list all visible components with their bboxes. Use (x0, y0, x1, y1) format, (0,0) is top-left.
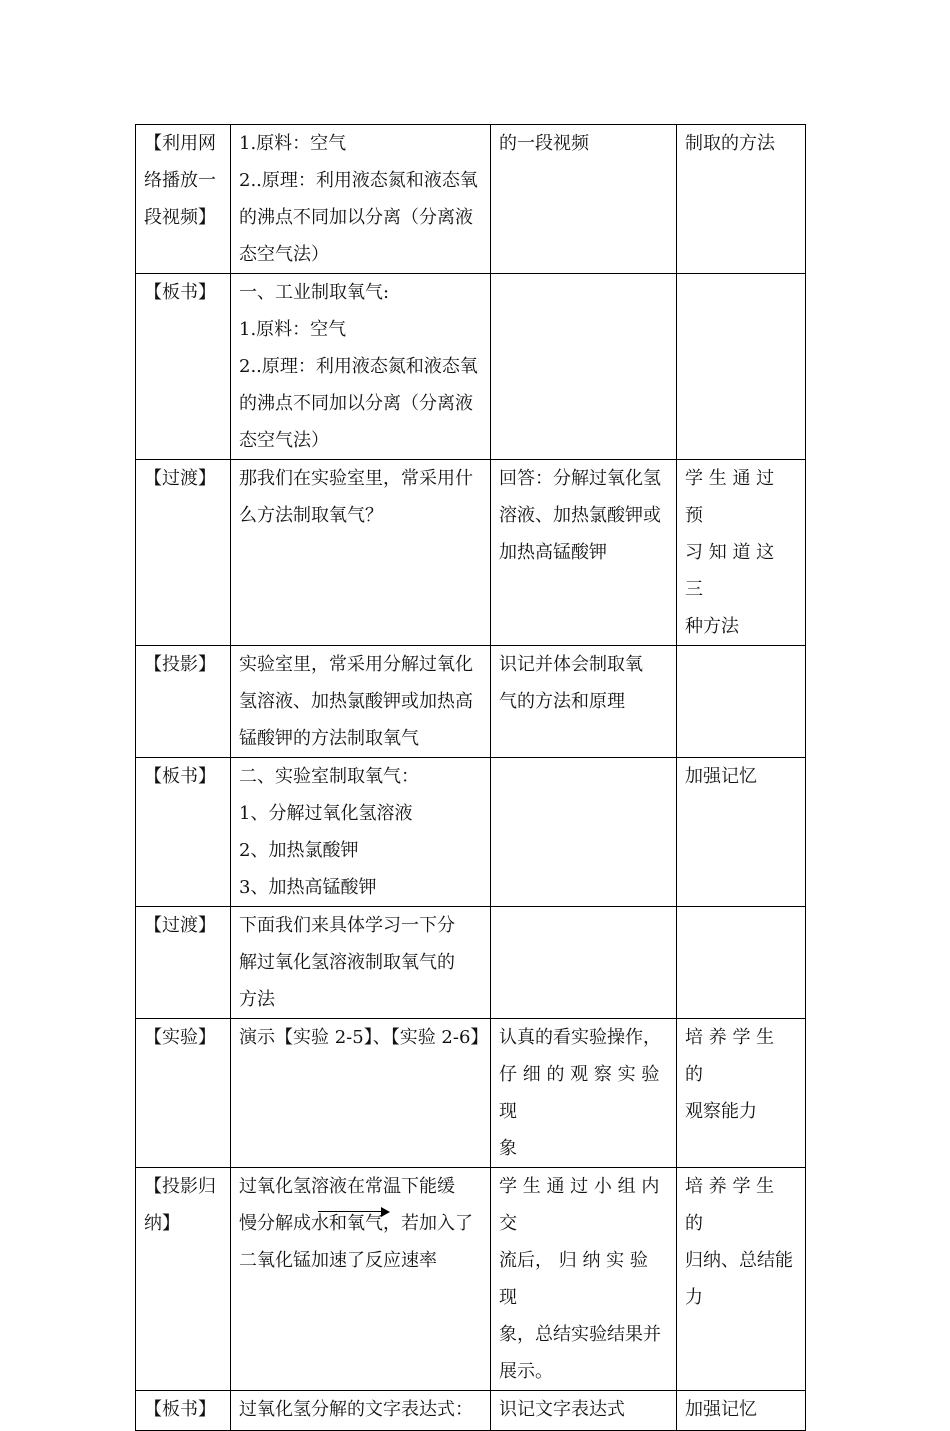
intent-text-line: 种方法 (685, 616, 739, 637)
intent-cell (677, 646, 806, 758)
teacher-text-line: 1.原料：空气 (239, 133, 347, 154)
intent-cell (677, 274, 806, 460)
student-text-line: 溶液、加热氯酸钾或 (499, 505, 661, 526)
teacher-text-line: 解过氧化氢溶液制取氧气的 (239, 952, 455, 973)
teacher-text-line: 过氧化氢溶液在常温下能缓 (239, 1176, 455, 1197)
intent-text-line: 观察能力 (685, 1101, 757, 1122)
intent-text-line: 力 (685, 1287, 703, 1308)
teacher-text-line: 1.原料：空气 (239, 319, 347, 340)
student-text-line: 仔 细 的 观 察 实 验 现 (499, 1064, 666, 1122)
lesson-plan-table (135, 124, 806, 1431)
teacher-text-line: 一、工业制取氧气: (239, 282, 390, 303)
student-text-line: 气的方法和原理 (499, 691, 625, 712)
stage-text-line: 【过渡】 (144, 468, 216, 489)
table-row (136, 758, 806, 907)
teacher-text-line: 2、加热氯酸钾 (239, 840, 359, 861)
teacher-text-line: 二氧化锰加速了反应速率 (239, 1250, 437, 1271)
student-text-line: 象 (499, 1138, 517, 1159)
stage-text-line: 【投影】 (144, 654, 216, 675)
intent-text-line: 习 知 道 这 三 (685, 542, 780, 600)
stage-text-line: 【过渡】 (144, 915, 216, 936)
student-cell (491, 1019, 677, 1168)
intent-text-line: 加强记忆 (685, 766, 757, 787)
table-row (136, 274, 806, 460)
teacher-cell (231, 1168, 491, 1391)
student-text-line: 识记文字表达式 (499, 1399, 625, 1420)
teacher-cell (231, 274, 491, 460)
stage-cell (136, 646, 231, 758)
intent-cell (677, 1019, 806, 1168)
intent-cell (677, 460, 806, 646)
intent-text-line: 培 养 学 生 的 (685, 1176, 780, 1234)
teacher-cell (231, 907, 491, 1019)
teacher-text-line: 过氧化氢分解的文字表达式： (239, 1399, 473, 1420)
stage-cell (136, 907, 231, 1019)
stage-text-line: 【板书】 (144, 1399, 216, 1420)
stage-cell (136, 1168, 231, 1391)
teacher-text-line: 氢溶液、加热氯酸钾或加热高 (239, 691, 473, 712)
teacher-cell (231, 646, 491, 758)
teacher-cell (231, 460, 491, 646)
stage-cell (136, 274, 231, 460)
teacher-text-line: 3、加热高锰酸钾 (239, 877, 377, 898)
teacher-text-line: 的沸点不同加以分离（分离液 (239, 207, 473, 228)
student-cell (491, 907, 677, 1019)
teacher-text-line: 慢分解成水和氧气，若加入了 (239, 1213, 473, 1234)
student-text-line: 的一段视频 (499, 133, 589, 154)
stage-cell (136, 460, 231, 646)
stage-text-line: 【板书】 (144, 766, 216, 787)
teacher-text-line: 方法 (239, 989, 275, 1010)
table-row (136, 125, 806, 274)
teacher-cell (231, 1019, 491, 1168)
stage-cell (136, 758, 231, 907)
stage-cell (136, 1391, 231, 1431)
table-row (136, 1391, 806, 1431)
intent-cell (677, 758, 806, 907)
stage-cell (136, 125, 231, 274)
teacher-text-line: 下面我们来具体学习一下分 (239, 915, 455, 936)
student-cell (491, 1391, 677, 1431)
stage-text-line: 【投影归 (144, 1176, 216, 1197)
teacher-text-line: 锰酸钾的方法制取氧气 (239, 728, 419, 749)
student-text-line: 认真的看实验操作， (499, 1027, 661, 1048)
intent-text-line: 学 生 通 过 预 (685, 468, 780, 526)
teacher-text-line: 的沸点不同加以分离（分离液 (239, 393, 473, 414)
teacher-cell (231, 125, 491, 274)
teacher-text-line: 演示【实验 2-5】、【实验 2-6】 (239, 1027, 489, 1048)
teacher-text-line: 么方法制取氧气？ (239, 505, 383, 526)
table-row (136, 646, 806, 758)
teacher-text-line: 那我们在实验室里，常采用什 (239, 468, 473, 489)
intent-text-line: 归纳、总结能 (685, 1250, 793, 1271)
intent-cell (677, 1391, 806, 1431)
teacher-cell (231, 758, 491, 907)
teacher-text-line: 二、实验室制取氧气： (239, 766, 419, 787)
student-cell (491, 274, 677, 460)
student-cell (491, 125, 677, 274)
stage-text-line: 【利用网 (144, 133, 216, 154)
stage-text-line: 络播放一 (144, 170, 216, 191)
student-text-line: 流后， 归 纳 实 验 现 (499, 1250, 654, 1308)
intent-cell (677, 907, 806, 1019)
stage-text-line: 段视频】 (144, 207, 216, 228)
student-cell (491, 1168, 677, 1391)
stage-text-line: 纳】 (144, 1213, 180, 1234)
reaction-arrow-icon (318, 1207, 390, 1217)
student-text-line: 识记并体会制取氧 (499, 654, 643, 675)
intent-text-line: 加强记忆 (685, 1399, 757, 1420)
intent-cell (677, 125, 806, 274)
student-text-line: 象，总结实验结果并 (499, 1324, 661, 1345)
stage-cell (136, 1019, 231, 1168)
table-row (136, 460, 806, 646)
student-text-line: 加热高锰酸钾 (499, 542, 607, 563)
teacher-text-line: 实验室里，常采用分解过氧化 (239, 654, 473, 675)
student-text-line: 展示。 (499, 1361, 553, 1382)
intent-text-line: 制取的方法 (685, 133, 775, 154)
teacher-text-line: 2..原理：利用液态氮和液态氧 (239, 170, 478, 191)
table-row (136, 1168, 806, 1391)
stage-text-line: 【板书】 (144, 282, 216, 303)
teacher-cell (231, 1391, 491, 1431)
stage-text-line: 【实验】 (144, 1027, 216, 1048)
student-text-line: 学 生 通 过 小 组 内 交 (499, 1176, 666, 1234)
teacher-text-line: 态空气法） (239, 244, 329, 265)
teacher-text-line: 2..原理：利用液态氮和液态氧 (239, 356, 478, 377)
student-cell (491, 460, 677, 646)
intent-text-line: 培 养 学 生 的 (685, 1027, 780, 1085)
intent-cell (677, 1168, 806, 1391)
table-row (136, 1019, 806, 1168)
teacher-text-line: 态空气法） (239, 430, 329, 451)
student-cell (491, 646, 677, 758)
student-text-line: 回答：分解过氧化氢 (499, 468, 661, 489)
lesson-plan-body (136, 125, 806, 1431)
student-cell (491, 758, 677, 907)
table-row (136, 907, 806, 1019)
teacher-text-line: 1、分解过氧化氢溶液 (239, 803, 413, 824)
